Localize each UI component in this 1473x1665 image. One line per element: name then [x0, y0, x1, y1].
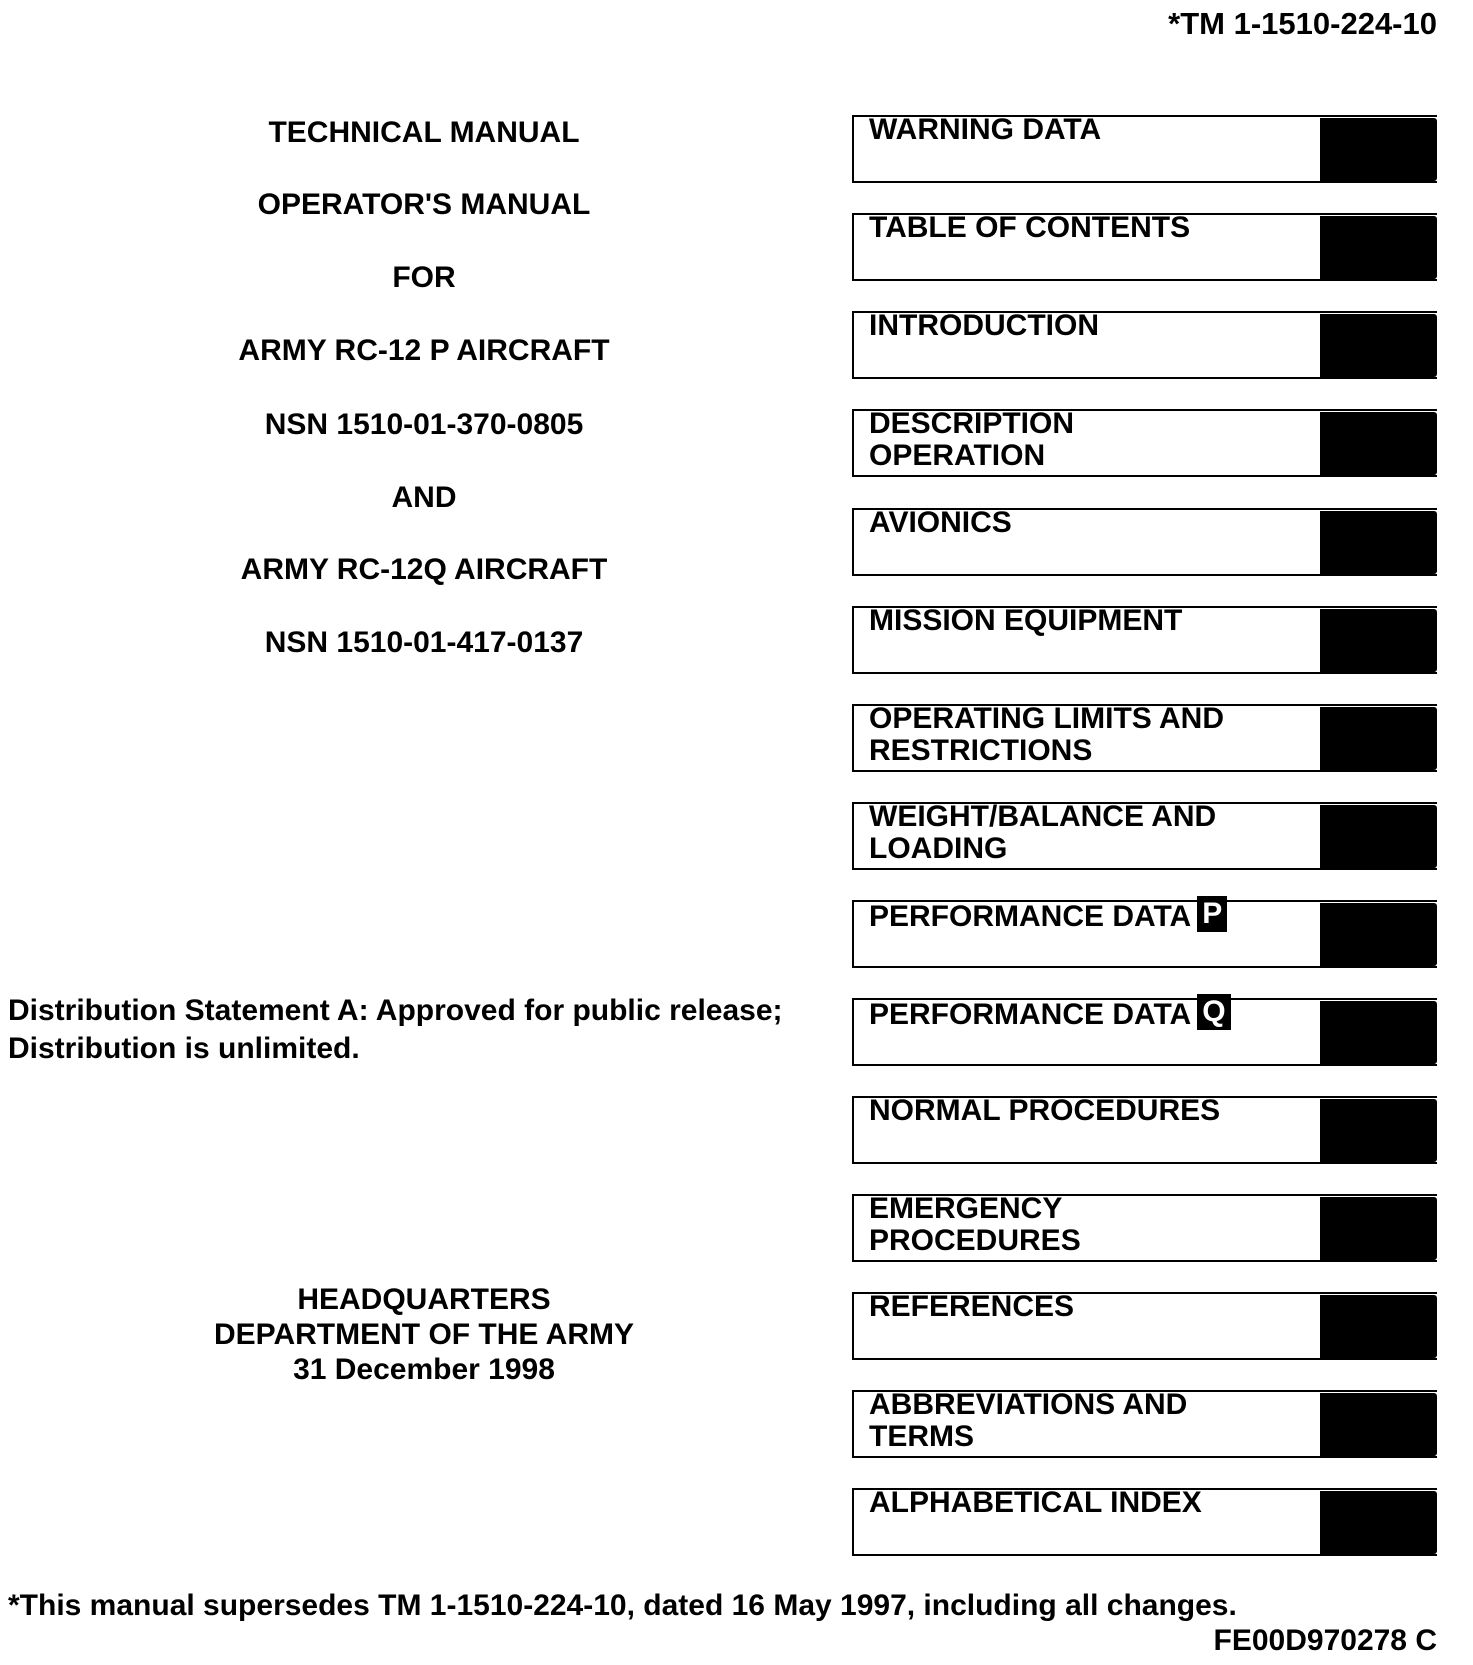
tab-introduction[interactable]	[852, 311, 1437, 379]
tab-label: DESCRIPTION OPERATION	[869, 407, 1075, 472]
form-code: FE00D970278 C	[1213, 1624, 1437, 1657]
supersedes-footnote: *This manual supersedes TM 1-1510-224-10, dated 16 May 1997, including all changes.	[8, 1589, 1237, 1622]
tab-label: WARNING DATA	[869, 113, 1102, 146]
tab-abbreviations-terms[interactable]	[852, 1390, 1437, 1458]
distribution-statement	[8, 992, 783, 1068]
thumb-index-block	[1320, 1001, 1437, 1064]
thumb-index-block	[1320, 707, 1437, 770]
thumb-index-block	[1320, 1393, 1437, 1456]
tab-label: TABLE OF CONTENTS	[869, 211, 1191, 244]
title-and: AND	[391, 481, 457, 514]
issuer-headquarters: HEADQUARTERS	[297, 1283, 551, 1316]
tab-alphabetical-index[interactable]	[852, 1488, 1437, 1556]
thumb-index-block	[1320, 1295, 1437, 1358]
title-aircraft-p: ARMY RC-12 P AIRCRAFT	[238, 334, 610, 367]
distribution-line-1: Distribution Statement A: Approved for public release;	[8, 994, 783, 1027]
distribution-line-2: Distribution is unlimited.	[8, 1032, 360, 1065]
tab-label: MISSION EQUIPMENT	[869, 604, 1183, 637]
tab-description-operation[interactable]	[852, 409, 1437, 477]
tab-performance-data-p[interactable]	[852, 897, 1437, 968]
title-for: FOR	[392, 261, 456, 294]
tab-label: AVIONICS	[869, 506, 1012, 539]
tab-label: OPERATING LIMITS AND RESTRICTIONS	[869, 702, 1224, 767]
tab-label: ALPHABETICAL INDEX	[869, 1486, 1202, 1519]
thumb-index-block	[1320, 216, 1437, 279]
tab-label: PERFORMANCE DATA Q	[869, 997, 1231, 1033]
tab-references[interactable]	[852, 1292, 1437, 1360]
tab-label: EMERGENCY PROCEDURES	[869, 1192, 1081, 1257]
issue-date: 31 December 1998	[293, 1353, 555, 1386]
tab-label: INTRODUCTION	[869, 309, 1099, 342]
thumb-index-block	[1320, 118, 1437, 181]
thumb-index-block	[1320, 903, 1437, 966]
tab-mission-equipment[interactable]	[852, 606, 1437, 674]
thumb-index-block	[1320, 805, 1437, 868]
tab-operating-limits[interactable]	[852, 704, 1437, 772]
tab-avionics[interactable]	[852, 508, 1437, 576]
thumb-index-block	[1320, 1099, 1437, 1162]
thumb-index-block	[1320, 511, 1437, 574]
tab-table-of-contents[interactable]	[852, 213, 1437, 281]
title-nsn-p: NSN 1510-01-370-0805	[264, 408, 584, 441]
issuer-department: DEPARTMENT OF THE ARMY	[214, 1318, 634, 1351]
tab-warning-data[interactable]	[852, 115, 1437, 183]
tab-label: REFERENCES	[869, 1290, 1075, 1323]
title-nsn-q: NSN 1510-01-417-0137	[264, 626, 584, 659]
thumb-index-block	[1320, 1197, 1437, 1260]
tab-performance-data-q[interactable]	[852, 995, 1437, 1066]
variant-badge-p: P	[1197, 896, 1227, 932]
tab-label: NORMAL PROCEDURES	[869, 1094, 1221, 1127]
tab-label: ABBREVIATIONS AND TERMS	[869, 1388, 1188, 1453]
tab-label: PERFORMANCE DATA P	[869, 899, 1227, 935]
thumb-index-block	[1320, 609, 1437, 672]
tab-weight-balance[interactable]	[852, 802, 1437, 870]
tab-normal-procedures[interactable]	[852, 1096, 1437, 1164]
thumb-index-block	[1320, 1491, 1437, 1554]
thumb-index-block	[1320, 412, 1437, 475]
title-operators-manual: OPERATOR'S MANUAL	[257, 188, 591, 221]
title-technical-manual: TECHNICAL MANUAL	[268, 116, 580, 149]
thumb-index-block	[1320, 314, 1437, 377]
variant-badge-q: Q	[1197, 994, 1230, 1030]
tm-number: *TM 1-1510-224-10	[1168, 6, 1437, 41]
title-aircraft-q: ARMY RC-12Q AIRCRAFT	[240, 553, 608, 586]
tab-label: WEIGHT/BALANCE AND LOADING	[869, 800, 1217, 865]
tab-emergency-procedures[interactable]	[852, 1194, 1437, 1262]
issuer-block	[0, 1282, 848, 1387]
